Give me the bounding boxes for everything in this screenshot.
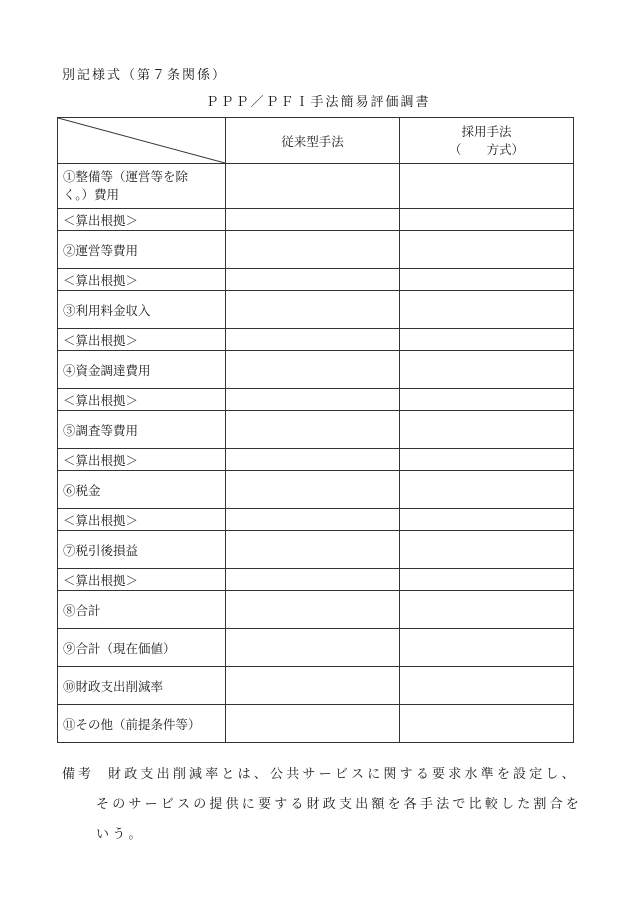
basis-adopted [400,209,574,231]
remark-line3: いう。 [96,827,145,842]
cell-adopted [400,291,574,329]
row-label-line1: ①整備等（運営等を除 [63,169,189,184]
basis-label: ＜算出根拠＞ [58,269,226,291]
basis-adopted [400,269,574,291]
cell-conventional [226,471,400,509]
basis-row [58,269,574,291]
summary-row [58,705,574,743]
cell-adopted [400,531,574,569]
table-row [58,231,574,269]
basis-conventional [226,329,400,351]
cell-adopted [400,351,574,389]
basis-adopted [400,389,574,411]
basis-conventional [226,509,400,531]
document-title: ＰＰＰ／ＰＦＩ手法簡易評価調書 [205,95,431,110]
table-row [58,351,574,389]
table-header-row [58,118,574,164]
table-row [58,411,574,449]
summary-row [58,629,574,667]
cell-adopted [400,411,574,449]
diagonal-header-cell [58,118,226,164]
basis-row [58,509,574,531]
basis-adopted [400,569,574,591]
cell-adopted [400,667,574,705]
row-label: ⑨合計（現在価値） [58,629,226,667]
cell-adopted [400,164,574,209]
basis-label: ＜算出根拠＞ [58,389,226,411]
summary-row [58,591,574,629]
row-label: ⑧合計 [58,591,226,629]
basis-adopted [400,329,574,351]
remark-line2: そのサービスの提供に要する財政支出額を各手法で比較した割合を [96,797,583,812]
remark-block [62,760,582,850]
row-label: ②運営等費用 [58,231,226,269]
cell-conventional [226,231,400,269]
basis-row [58,569,574,591]
cell-conventional [226,351,400,389]
cell-conventional [226,591,400,629]
basis-conventional [226,389,400,411]
row-label: ④資金調達費用 [58,351,226,389]
cell-conventional [226,411,400,449]
cell-conventional [226,164,400,209]
basis-label: ＜算出根拠＞ [58,569,226,591]
table-row [58,291,574,329]
evaluation-table [57,117,574,743]
basis-label: ＜算出根拠＞ [58,329,226,351]
row-label: ③利用料金収入 [58,291,226,329]
row-label: ⑩財政支出削減率 [58,667,226,705]
basis-adopted [400,449,574,471]
table-row [58,164,574,209]
basis-label: ＜算出根拠＞ [58,509,226,531]
form-label: 別記様式（第７条関係） [62,68,228,83]
cell-conventional [226,531,400,569]
row-label: ⑤調査等費用 [58,411,226,449]
cell-adopted [400,629,574,667]
table-row [58,531,574,569]
cell-adopted [400,471,574,509]
cell-adopted [400,705,574,743]
cell-adopted [400,591,574,629]
basis-conventional [226,569,400,591]
row-label [58,164,226,209]
basis-row [58,209,574,231]
basis-conventional [226,269,400,291]
header-adopted-line1: 採用手法 [461,123,512,139]
row-label-line2: く。）費用 [63,187,120,202]
remark-heading: 備考 [62,767,95,782]
basis-row [58,449,574,471]
remark-line1: 財政支出削減率とは、公共サービスに関する要求水準を設定し、 [108,767,578,782]
diagonal-line [58,118,225,163]
basis-adopted [400,509,574,531]
row-label: ⑪その他（前提条件等） [58,705,226,743]
cell-conventional [226,705,400,743]
header-adopted-line2: （ 方式） [448,141,524,157]
table-row [58,471,574,509]
header-conventional: 従来型手法 [226,118,400,164]
basis-row [58,389,574,411]
header-adopted [400,118,574,164]
basis-conventional [226,449,400,471]
basis-label: ＜算出根拠＞ [58,209,226,231]
basis-row [58,329,574,351]
summary-row [58,667,574,705]
row-label: ⑦税引後損益 [58,531,226,569]
basis-conventional [226,209,400,231]
basis-label: ＜算出根拠＞ [58,449,226,471]
row-label: ⑥税金 [58,471,226,509]
cell-conventional [226,629,400,667]
cell-conventional [226,667,400,705]
cell-conventional [226,291,400,329]
cell-adopted [400,231,574,269]
